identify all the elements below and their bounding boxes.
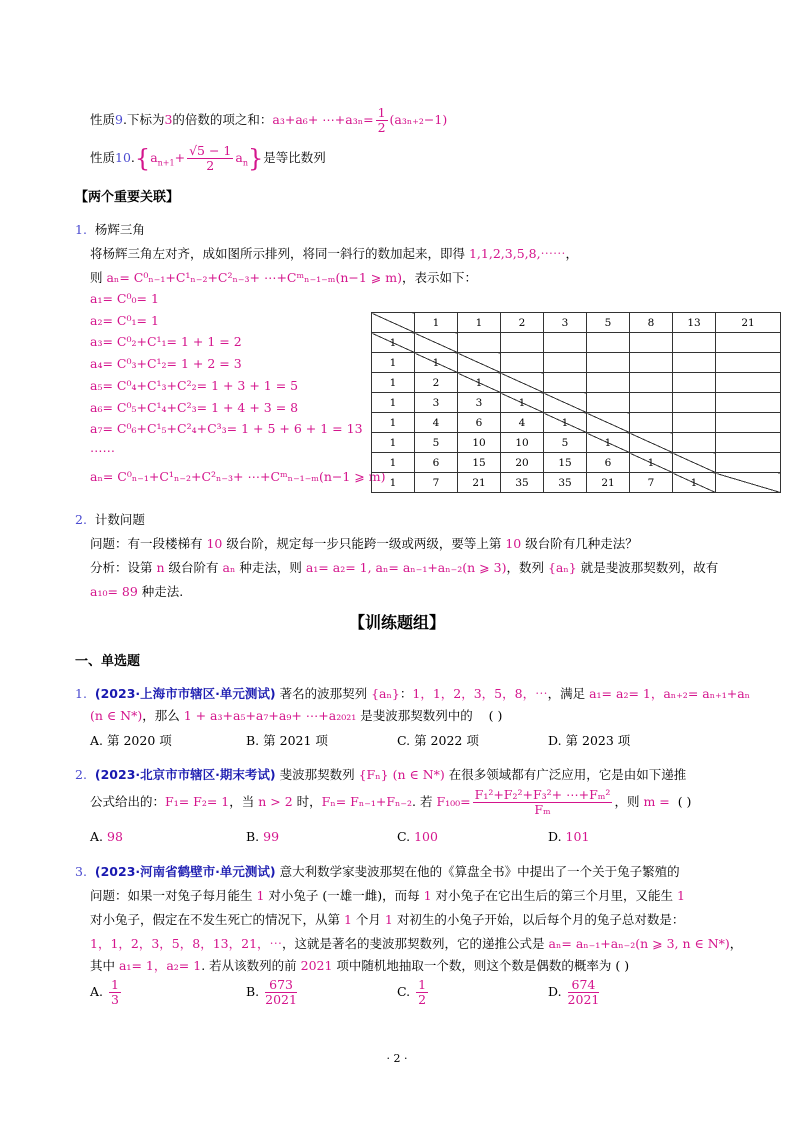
- yanghui-cell: 1: [501, 393, 544, 413]
- yanghui-row: [372, 453, 781, 473]
- counting-analysis: 分析：设第 n 级台阶有 aₙ 种走法，则 a₁= a₂= 1, aₙ= aₙ₋₁+aₙ₋₂(n ⩾ 3)，数列 {aₙ} 就是斐波那契数列，故有: [90, 560, 719, 575]
- yanghui-cell: [716, 473, 781, 493]
- yanghui-cell: 6: [587, 453, 630, 473]
- formula-a5: a₅= C⁰₄+C¹₃+C²₂= 1 + 3 + 1 = 5: [90, 377, 299, 393]
- yanghui-cell: 20: [501, 453, 544, 473]
- formula-ellipsis: ⋯⋯: [90, 442, 115, 458]
- yanghui-cell: 5: [544, 433, 587, 453]
- q1-option-a[interactable]: A. 第 2020 项: [90, 733, 172, 748]
- yanghui-cell: [544, 373, 587, 393]
- yanghui-cell: [673, 413, 716, 433]
- yanghui-cell: 15: [544, 453, 587, 473]
- yanghui-cell: [501, 373, 544, 393]
- yanghui-cell: 1: [372, 473, 415, 493]
- yanghui-cell: 5: [415, 433, 458, 453]
- question-1-line2: (n ∈ N*)，那么 1 + a₃+a₅+a₇+a₉+ ⋯+a₂₀₂₁ 是斐波那契数列中的 ( ): [90, 708, 503, 723]
- section-heading-training: 【训练题组】: [348, 613, 445, 632]
- question-3-line4: 1，1，2，3，5，8，13，21，⋯，这就是著名的斐波那契数列，它的递推公式是 aₙ= aₙ₋₁+aₙ₋₂(n ⩾ 3, n ∈ N*)，: [90, 936, 743, 951]
- yanghui-cell: [716, 433, 781, 453]
- yanghui-cell: [673, 333, 716, 353]
- q3-option-b[interactable]: B. $\frac{673}{2021}$: [246, 977, 297, 1007]
- formula-a2: a₂= C⁰₁= 1: [90, 312, 159, 328]
- yanghui-row: [372, 353, 781, 373]
- q2-option-d[interactable]: D. 101: [548, 829, 590, 844]
- yanghui-cell: [673, 373, 716, 393]
- yanghui-cell: 2: [415, 373, 458, 393]
- yanghui-cell: [587, 333, 630, 353]
- formula-a6: a₆= C⁰₅+C¹₄+C²₃= 1 + 4 + 3 = 8: [90, 399, 299, 415]
- yanghui-cell: [716, 373, 781, 393]
- section-heading-relations: 【两个重要关联】: [75, 190, 180, 205]
- yanghui-cell: [372, 313, 415, 333]
- yanghui-cell: 35: [544, 473, 587, 493]
- yanghui-cell: 21: [458, 473, 501, 493]
- item-yanghui: 1. 杨辉三角: [75, 222, 145, 237]
- yanghui-cell: 1: [372, 433, 415, 453]
- yanghui-cell: 13: [673, 313, 716, 333]
- yanghui-cell: [587, 373, 630, 393]
- yanghui-cell: 3: [458, 393, 501, 413]
- yanghui-line2: 则 aₙ= C⁰ₙ₋₁+C¹ₙ₋₂+C²ₙ₋₃+ ⋯+Cᵐₙ₋₁₋ₘ(n−1 ⩾ m)，表示如下：: [90, 270, 477, 285]
- yanghui-cell: [630, 333, 673, 353]
- yanghui-cell: 1: [372, 333, 415, 353]
- question-3-line3: 对小兔子，假定在不发生死亡的情况下，从第 1 个月 1 对初生的小兔子开始，以后每个月的兔子总对数是：: [90, 912, 685, 927]
- formula-a4: a₄= C⁰₃+C¹₂= 1 + 2 = 3: [90, 356, 242, 372]
- yanghui-cell: 5: [587, 313, 630, 333]
- yanghui-cell: 1: [372, 353, 415, 373]
- q3-option-d[interactable]: D. $\frac{674}{2021}$: [548, 977, 600, 1007]
- yanghui-cell: [544, 333, 587, 353]
- yanghui-cell: 10: [458, 433, 501, 453]
- yanghui-row: [372, 473, 781, 493]
- yanghui-cell: 2: [501, 313, 544, 333]
- yanghui-cell: 6: [458, 413, 501, 433]
- yanghui-cell: 4: [501, 413, 544, 433]
- yanghui-cell: 8: [630, 313, 673, 333]
- q1-option-b[interactable]: B. 第 2021 项: [246, 733, 328, 748]
- yanghui-line1: 将杨辉三角左对齐，成如图所示排列，将同一斜行的数加起来，即得 1,1,2,3,5,8,⋯⋯，: [90, 246, 579, 261]
- yanghui-cell: [630, 353, 673, 373]
- q1-option-c[interactable]: C. 第 2022 项: [397, 733, 479, 748]
- yanghui-cell: [587, 413, 630, 433]
- yanghui-cell: 1: [458, 313, 501, 333]
- yanghui-cell: [716, 353, 781, 373]
- yanghui-cell: [630, 433, 673, 453]
- yanghui-cell: 15: [458, 453, 501, 473]
- section-heading-single-choice: 一、单选题: [75, 654, 141, 669]
- yanghui-row: [372, 413, 781, 433]
- yanghui-cell: [716, 333, 781, 353]
- question-3-line2: 问题：如果一对兔子每月能生 1 对小兔子 (一雄一雌)，而每 1 对小兔子在它出生后的第三个月里，又能生 1: [90, 888, 685, 903]
- page-number: · 2 ·: [386, 1052, 408, 1065]
- yanghui-cell: [673, 353, 716, 373]
- yanghui-cell: 35: [501, 473, 544, 493]
- yanghui-cell: 1: [458, 373, 501, 393]
- yanghui-cell: [630, 413, 673, 433]
- yanghui-row: [372, 313, 781, 333]
- yanghui-cell: 1: [587, 433, 630, 453]
- q2-option-c[interactable]: C. 100: [397, 829, 438, 844]
- yanghui-cell: 1: [372, 373, 415, 393]
- yanghui-cell: [716, 453, 781, 473]
- yanghui-cell: 1: [415, 313, 458, 333]
- yanghui-cell: 1: [673, 473, 716, 493]
- yanghui-cell: [716, 393, 781, 413]
- yanghui-cell: [544, 393, 587, 413]
- yanghui-cell: 7: [630, 473, 673, 493]
- yanghui-cell: [544, 353, 587, 373]
- yanghui-cell: [415, 333, 458, 353]
- yanghui-cell: [716, 413, 781, 433]
- yanghui-row: [372, 333, 781, 353]
- yanghui-cell: 1: [372, 393, 415, 413]
- yanghui-cell: 1: [372, 413, 415, 433]
- yanghui-cell: 21: [716, 313, 781, 333]
- property-10: 性质$10.\{a_{n+1}+$ $\frac{√5 - 1}{2}$ $a_n$}是等比数列: [90, 143, 326, 173]
- yanghui-row: [372, 393, 781, 413]
- yanghui-cell: [587, 393, 630, 413]
- counting-analysis-2: a₁₀= 89 种走法.: [90, 584, 184, 599]
- yanghui-cell: [458, 353, 501, 373]
- formula-a7: a₇= C⁰₆+C¹₅+C²₄+C³₃= 1 + 5 + 6 + 1 = 13: [90, 421, 363, 437]
- yanghui-table: [371, 312, 781, 493]
- yanghui-cell: 7: [415, 473, 458, 493]
- question-2: 2. (2023·北京市市辖区·期末考试) 斐波那契数列 {Fₙ} (n ∈ N*) 在很多领域都有广泛应用，它是由如下递推: [75, 767, 687, 782]
- property-9: 性质9.下标为3的倍数的项之和：a₃+a₆+ ⋯+a₃ₙ= $\frac{1}{2}$ (a₃ₙ₊₂−1): [90, 105, 448, 135]
- yanghui-cell: 3: [544, 313, 587, 333]
- yanghui-row: [372, 373, 781, 393]
- yanghui-cell: [673, 393, 716, 413]
- yanghui-cell: 3: [415, 393, 458, 413]
- yanghui-cell: [501, 353, 544, 373]
- yanghui-cell: [673, 453, 716, 473]
- yanghui-cell: 10: [501, 433, 544, 453]
- formula-an: aₙ= C⁰ₙ₋₁+C¹ₙ₋₂+C²ₙ₋₃+ ⋯+Cᵐₙ₋₁₋ₘ(n−1 ⩾ m): [90, 468, 386, 484]
- formula-a3: a₃= C⁰₂+C¹₁= 1 + 1 = 2: [90, 334, 242, 350]
- yanghui-cell: 1: [630, 453, 673, 473]
- yanghui-cell: 6: [415, 453, 458, 473]
- yanghui-cell: [587, 353, 630, 373]
- yanghui-cell: 1: [415, 353, 458, 373]
- question-2-line2: 公式给出的：F₁= F₂= 1，当 n > 2 时，Fₙ= Fₙ₋₁+Fₙ₋₂. 若 F₁₀₀= $\frac{\text{F₁²+F₂²+F₃²+ ⋯+Fₘ²}}{\text{Fₘ}}$ ，则 m = ( ): [90, 787, 692, 817]
- yanghui-cell: [630, 393, 673, 413]
- question-1: 1. (2023·上海市市辖区·单元测试) 著名的波那契列 {aₙ}：1，1，2，3，5，8，⋯，满足 a₁= a₂= 1，aₙ₊₂= aₙ₊₁+aₙ: [75, 686, 751, 701]
- yanghui-cell: 4: [415, 413, 458, 433]
- q2-option-a[interactable]: A. 98: [90, 829, 123, 844]
- yanghui-cell: 21: [587, 473, 630, 493]
- item-counting: 2. 计数问题: [75, 512, 145, 527]
- q2-option-b[interactable]: B. 99: [246, 829, 280, 844]
- formula-a1: a₁= C⁰₀= 1: [90, 291, 159, 306]
- question-3-line5: 其中 a₁= 1，a₂= 1. 若从该数列的前 2021 项中随机地抽取一个数，则这个数是偶数的概率为 ( ): [90, 958, 630, 973]
- question-3: 3. (2023·河南省鹤壁市·单元测试) 意大利数学家斐波那契在他的《算盘全书》中提出了一个关于兔子繁殖的: [75, 864, 680, 879]
- yanghui-cell: 1: [372, 453, 415, 473]
- yanghui-cell: [501, 333, 544, 353]
- yanghui-cell: [630, 373, 673, 393]
- counting-question: 问题：有一段楼梯有 10 级台阶，规定每一步只能跨一级或两级，要等上第 10 级台阶有几种走法？: [90, 536, 638, 551]
- q3-option-c[interactable]: C. $\frac{1}{2}$: [397, 977, 427, 1007]
- yanghui-row: [372, 433, 781, 453]
- q1-option-d[interactable]: D. 第 2023 项: [548, 733, 631, 748]
- yanghui-formulas: [90, 288, 385, 487]
- yanghui-cell: 1: [544, 413, 587, 433]
- q3-option-a[interactable]: A. $\frac{1}{3}$: [90, 977, 119, 1007]
- yanghui-cell: [458, 333, 501, 353]
- yanghui-cell: [673, 433, 716, 453]
